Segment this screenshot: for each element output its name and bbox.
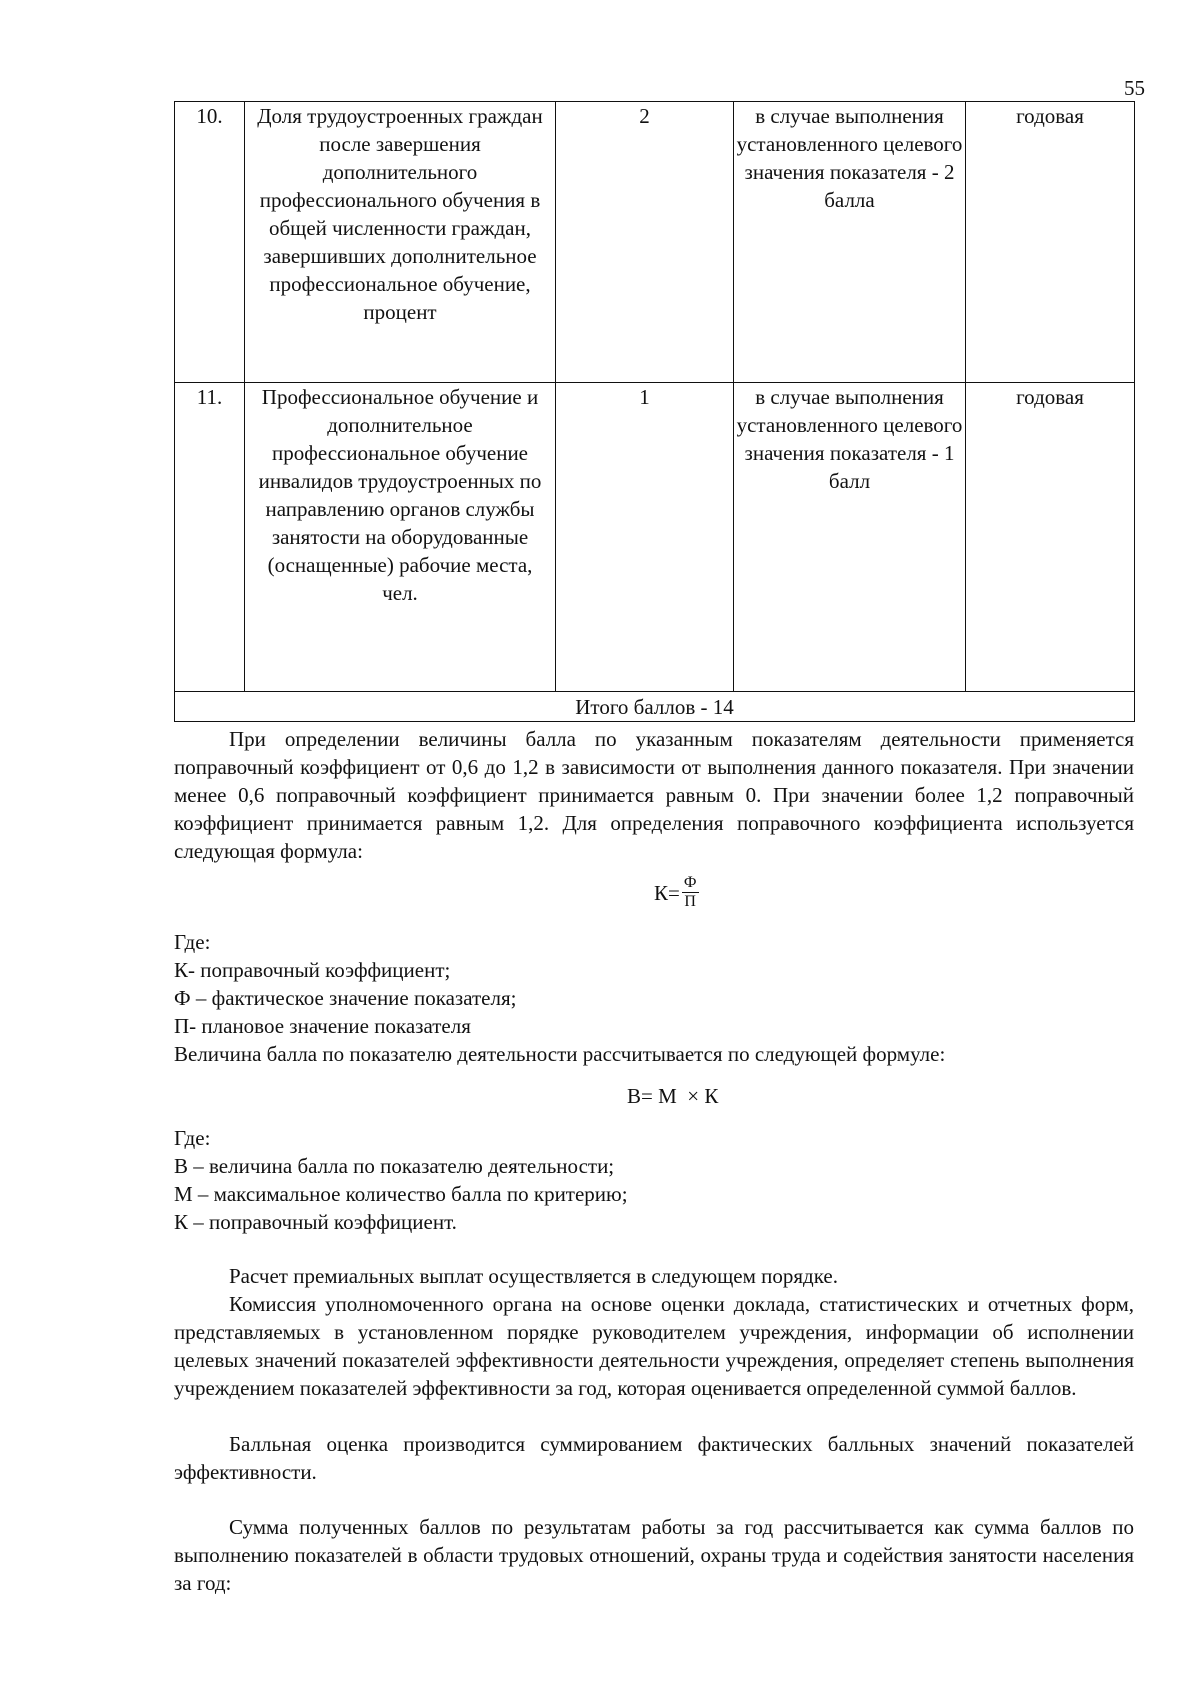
formula-lhs: К=: [654, 880, 680, 905]
paragraph-rating: Балльная оценка производится суммированием фактических балльных значений показателей эффективности.: [174, 1432, 1134, 1484]
row-number: 10.: [175, 102, 245, 383]
points-cell: 2: [556, 102, 734, 383]
formula-score: В= М × К: [627, 1084, 719, 1108]
page-number: 55: [1124, 76, 1145, 100]
where-item: К- поправочный коэффициент;: [174, 958, 451, 982]
formula-fraction: [682, 874, 699, 911]
where-label: Где:: [174, 1126, 211, 1150]
period-cell: годовая: [966, 383, 1135, 692]
paragraph-score: Величина балла по показателю деятельности рассчитывается по следующей формуле:: [174, 1042, 946, 1066]
total-row: [175, 692, 1135, 722]
formula-denominator: П: [684, 893, 696, 910]
table-row: [175, 102, 1135, 383]
where-label: Где:: [174, 930, 211, 954]
period-cell: годовая: [966, 102, 1135, 383]
condition-cell: в случае выполнения установленного целевого значения показателя - 1 балл: [734, 383, 966, 692]
where-item: П- плановое значение показателя: [174, 1014, 471, 1038]
formula-numerator: Ф: [683, 874, 697, 891]
indicator-cell: Профессиональное обучение и дополнительное профессиональное обучение инвалидов трудоустроенных по направлению органов службы занятости на оборудованные (оснащенные) рабочие места, чел.: [245, 383, 556, 692]
paragraph-coefficient: При определении величины балла по указанным показателям деятельности применяется поправочный коэффициент от 0,6 до 1,2 в зависимости от выполнения данного показателя. При значении менее 0,6 поправочный коэффициент принимается равным 0. При значении более 1,2 поправочный коэффициент принимается равным 1,2. Для определения поправочного коэффициента используется следующая формула:: [174, 727, 1134, 863]
formula-coefficient: [654, 874, 699, 911]
paragraph-sum: Сумма полученных баллов по результатам работы за год рассчитывается как сумма баллов по выполнению показателей в области трудовых отношений, охраны труда и содействия занятости населения за год:: [174, 1515, 1134, 1595]
where-block-2: [174, 1124, 1134, 1236]
total-cell: Итого баллов - 14: [175, 692, 1135, 722]
paragraph-commission: Комиссия уполномоченного органа на основе оценки доклада, статистических и отчетных форм, представляемых в установленном порядке руководителем учреждения, информации об исполнении целевых значений показателей эффективности деятельности учреждения, определяет степень выполнения учреждением показателей эффективности за год, которая оценивается определенной суммой баллов.: [174, 1292, 1134, 1400]
paragraph-order: Расчет премиальных выплат осуществляется в следующем порядке.: [229, 1264, 838, 1288]
where-item: К – поправочный коэффициент.: [174, 1210, 457, 1234]
points-cell: 1: [556, 383, 734, 692]
where-item: Ф – фактическое значение показателя;: [174, 986, 517, 1010]
indicator-cell: Доля трудоустроенных граждан после завершения дополнительного профессионального обучения в общей численности граждан, завершивших дополнительное профессиональное обучение, процент: [245, 102, 556, 383]
condition-cell: в случае выполнения установленного целевого значения показателя - 2 балла: [734, 102, 966, 383]
where-block-1: [174, 928, 1134, 1068]
row-number: 11.: [175, 383, 245, 692]
where-item: В – величина балла по показателю деятельности;: [174, 1154, 615, 1178]
indicators-table: [174, 101, 1135, 722]
table-row: [175, 383, 1135, 692]
where-item: М – максимальное количество балла по критерию;: [174, 1182, 628, 1206]
